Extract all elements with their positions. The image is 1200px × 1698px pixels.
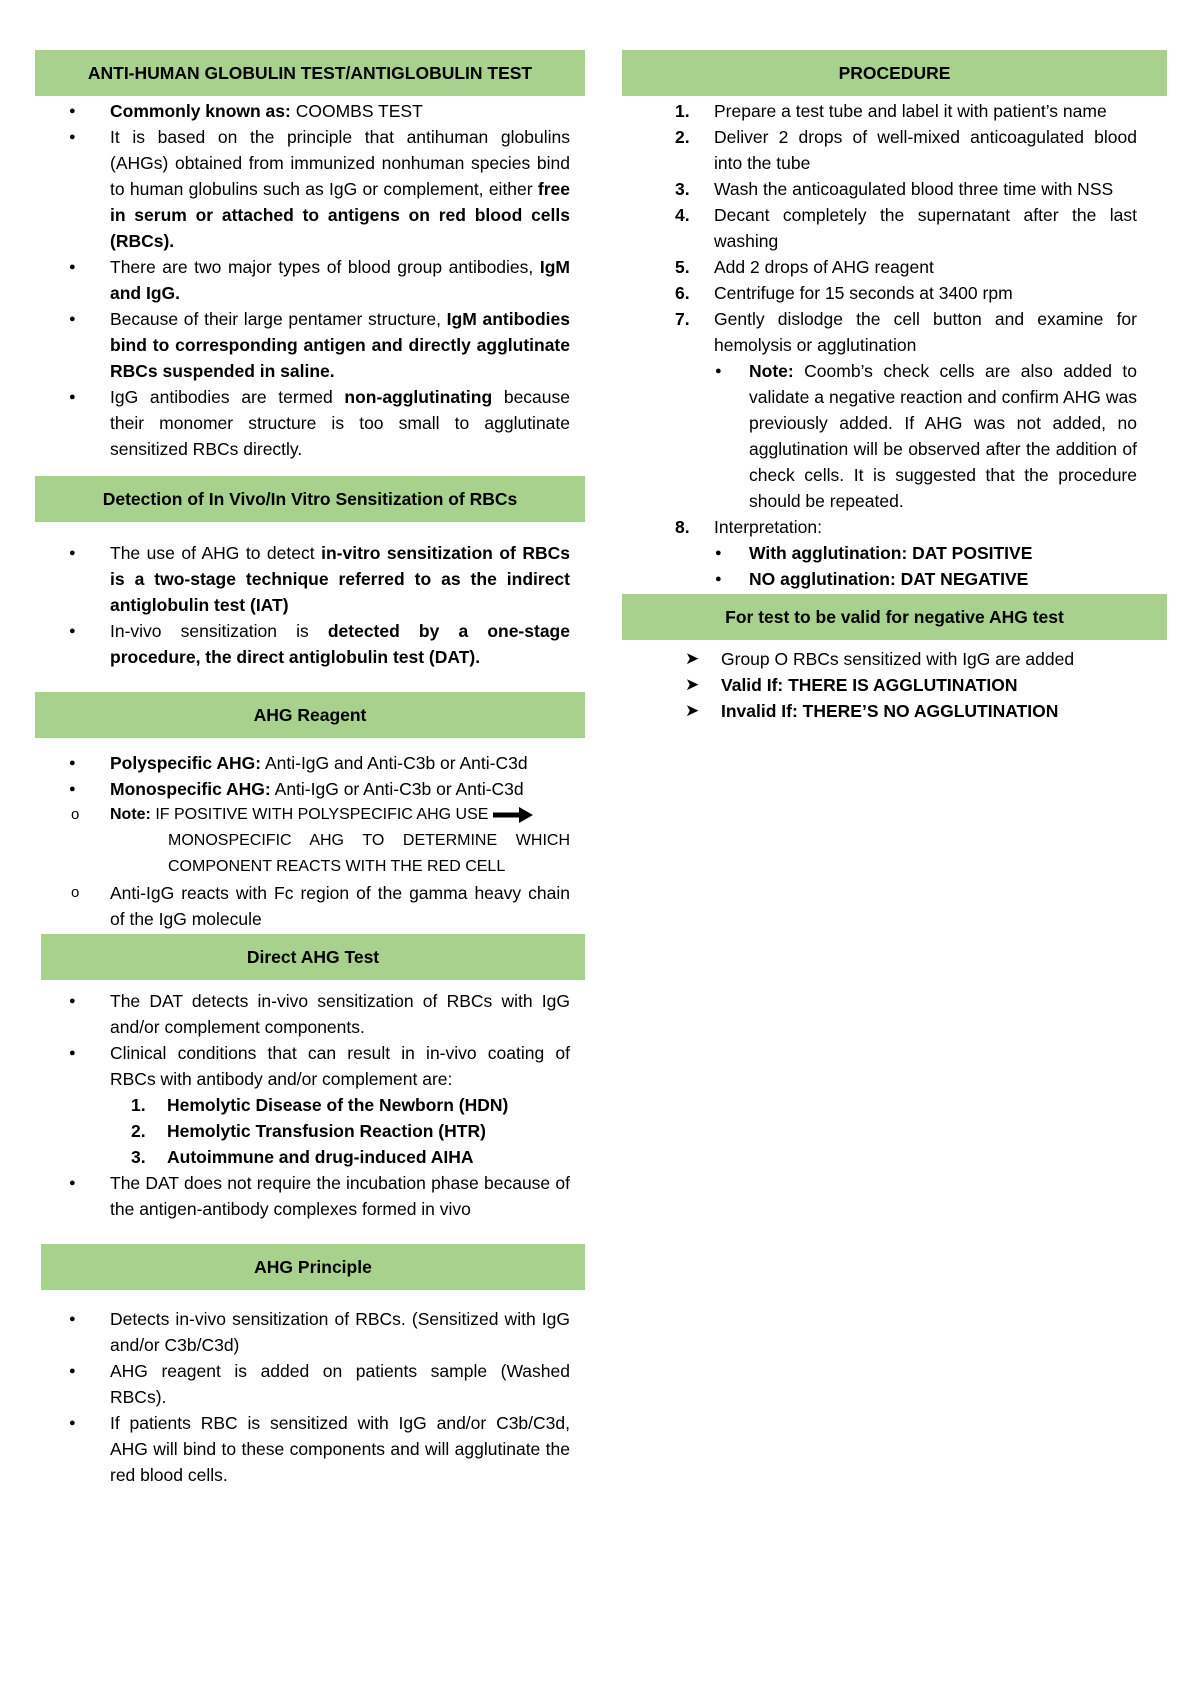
list-item: ● The DAT does not require the incubation phase because of the antigen-antibody complexes formed in vivo: [35, 1170, 585, 1222]
list-item: ● In-vivo sensitization is detected by a one-stage procedure, the direct antiglobulin test (DAT).: [35, 618, 585, 670]
list-item: ● Clinical conditions that can result in in-vivo coating of RBCs with antibody and/or complement are: 1. Hemolytic Disease of the Newborn (HDN) 2. Hemolytic Transfusion Reaction (HTR) 3. Autoimmune and drug-induced AIHA: [35, 1040, 585, 1170]
section-header-direct-ahg: Direct AHG Test: [41, 934, 585, 980]
arrowhead-bullet-icon: ➤: [685, 675, 700, 694]
section-header-ahg-principle: AHG Principle: [41, 1244, 585, 1290]
list-item: ● With agglutination: DAT POSITIVE: [714, 540, 1137, 566]
section-header-ahg-reagent: AHG Reagent: [35, 692, 585, 738]
list-item: ➤ Group O RBCs sensitized with IgG are added: [622, 646, 1167, 672]
list-item: ● Polyspecific AHG: Anti-IgG and Anti-C3b or Anti-C3d: [35, 750, 585, 776]
interpretation-list: [714, 540, 1137, 592]
section-header-detection: Detection of In Vivo/In Vitro Sensitization of RBCs: [35, 476, 585, 522]
list-item: ● NO agglutination: DAT NEGATIVE: [714, 566, 1137, 592]
arrowhead-bullet-icon: ➤: [685, 649, 700, 668]
list-item: ● Monospecific AHG: Anti-IgG or Anti-C3b or Anti-C3d: [35, 776, 585, 802]
list-item: ● There are two major types of blood group antibodies, IgM and IgG.: [35, 254, 585, 306]
list-item: ➤ Valid If: THERE IS AGGLUTINATION: [622, 672, 1167, 698]
direct-list: [35, 988, 585, 1222]
procedure-step: 2. Deliver 2 drops of well-mixed anticoagulated blood into the tube: [675, 127, 1137, 173]
procedure-step: 1. Prepare a test tube and label it with patient’s name: [675, 101, 1107, 121]
conditions-list: [110, 1092, 570, 1170]
right-column: [622, 50, 1167, 724]
procedure-step: 6. Centrifuge for 15 seconds at 3400 rpm: [675, 283, 1013, 303]
list-item: ● Note: Coomb’s check cells are also added to validate a negative reaction and confirm AHG was previously added. If AHG was not added, no agglutination will be observed after the addition of check cells. It is suggested that the procedure should be repeated.: [714, 358, 1137, 514]
list-item: ● The DAT detects in-vivo sensitization of RBCs with IgG and/or complement components.: [35, 988, 585, 1040]
ahg-test-list: [35, 98, 585, 462]
list-item: ● The use of AHG to detect in-vitro sensitization of RBCs is a two-stage technique referred to as the indirect antiglobulin test (IAT): [35, 540, 585, 618]
list-item: ● It is based on the principle that antihuman globulins (AHGs) obtained from immunized nonhuman species bind to human globulins such as IgG or complement, either free in serum or attached to antigens on red blood cells (RBCs).: [35, 124, 585, 254]
list-item: ● IgG antibodies are termed non-agglutinating because their monomer structure is too small to agglutinate sensitized RBCs directly.: [35, 384, 585, 462]
list-item: ● If patients RBC is sensitized with IgG and/or C3b/C3d, AHG will bind to these components and will agglutinate the red blood cells.: [35, 1410, 585, 1488]
procedure-note: [714, 358, 1137, 514]
list-item: 2. Hemolytic Transfusion Reaction (HTR): [131, 1121, 486, 1141]
section-header-ahg-test: ANTI-HUMAN GLOBULIN TEST/ANTIGLOBULIN TEST: [35, 50, 585, 96]
left-column: [35, 50, 585, 1488]
list-item: ● Because of their large pentamer structure, IgM antibodies bind to corresponding antigen and directly agglutinate RBCs suspended in saline.: [35, 306, 585, 384]
reagent-list: [35, 750, 585, 932]
arrowhead-bullet-icon: ➤: [685, 701, 700, 720]
section-header-validity: For test to be valid for negative AHG test: [622, 594, 1167, 640]
procedure-step: 7. Gently dislodge the cell button and examine for hemolysis or agglutination ● Note: Coomb’s check cells are also added to validate a negative reaction and confirm AHG was previously added. If AHG was not added, no agglutination will be observed after the addition of check cells. It is suggested that the procedure should be repeated.: [622, 306, 1167, 514]
list-item: o Note: IF POSITIVE WITH POLYSPECIFIC AHG USE MONOSPECIFIC AHG TO DETERMINE WHICH COMPONENT REACTS WITH THE RED CELL: [35, 802, 585, 880]
list-item: 3. Autoimmune and drug-induced AIHA: [131, 1147, 474, 1167]
list-item: ➤ Invalid If: THERE’S NO AGGLUTINATION: [622, 698, 1167, 724]
procedure-step: 4. Decant completely the supernatant after the last washing: [675, 205, 1137, 251]
list-item: ● Detects in-vivo sensitization of RBCs. (Sensitized with IgG and/or C3b/C3d): [35, 1306, 585, 1358]
note-continuation: MONOSPECIFIC AHG TO DETERMINE WHICH COMPONENT REACTS WITH THE RED CELL: [168, 832, 570, 875]
list-item: ● AHG reagent is added on patients sample (Washed RBCs).: [35, 1358, 585, 1410]
procedure-step: 3. Wash the anticoagulated blood three time with NSS: [675, 179, 1114, 199]
procedure-step: 8. Interpretation: ● With agglutination: DAT POSITIVE ● NO agglutination: DAT NEGATIVE: [622, 514, 1167, 592]
list-item: 1. Hemolytic Disease of the Newborn (HDN): [131, 1095, 509, 1115]
detection-list: [35, 540, 585, 670]
procedure-steps: [622, 98, 1167, 592]
procedure-step: 5. Add 2 drops of AHG reagent: [675, 257, 934, 277]
list-item: o Anti-IgG reacts with Fc region of the gamma heavy chain of the IgG molecule: [35, 880, 585, 932]
validity-list: [622, 646, 1167, 724]
section-header-procedure: PROCEDURE: [622, 50, 1167, 96]
principle-list: [35, 1306, 585, 1488]
list-item: ● Commonly known as: COOMBS TEST: [35, 98, 585, 124]
right-arrow-icon: [493, 807, 533, 823]
